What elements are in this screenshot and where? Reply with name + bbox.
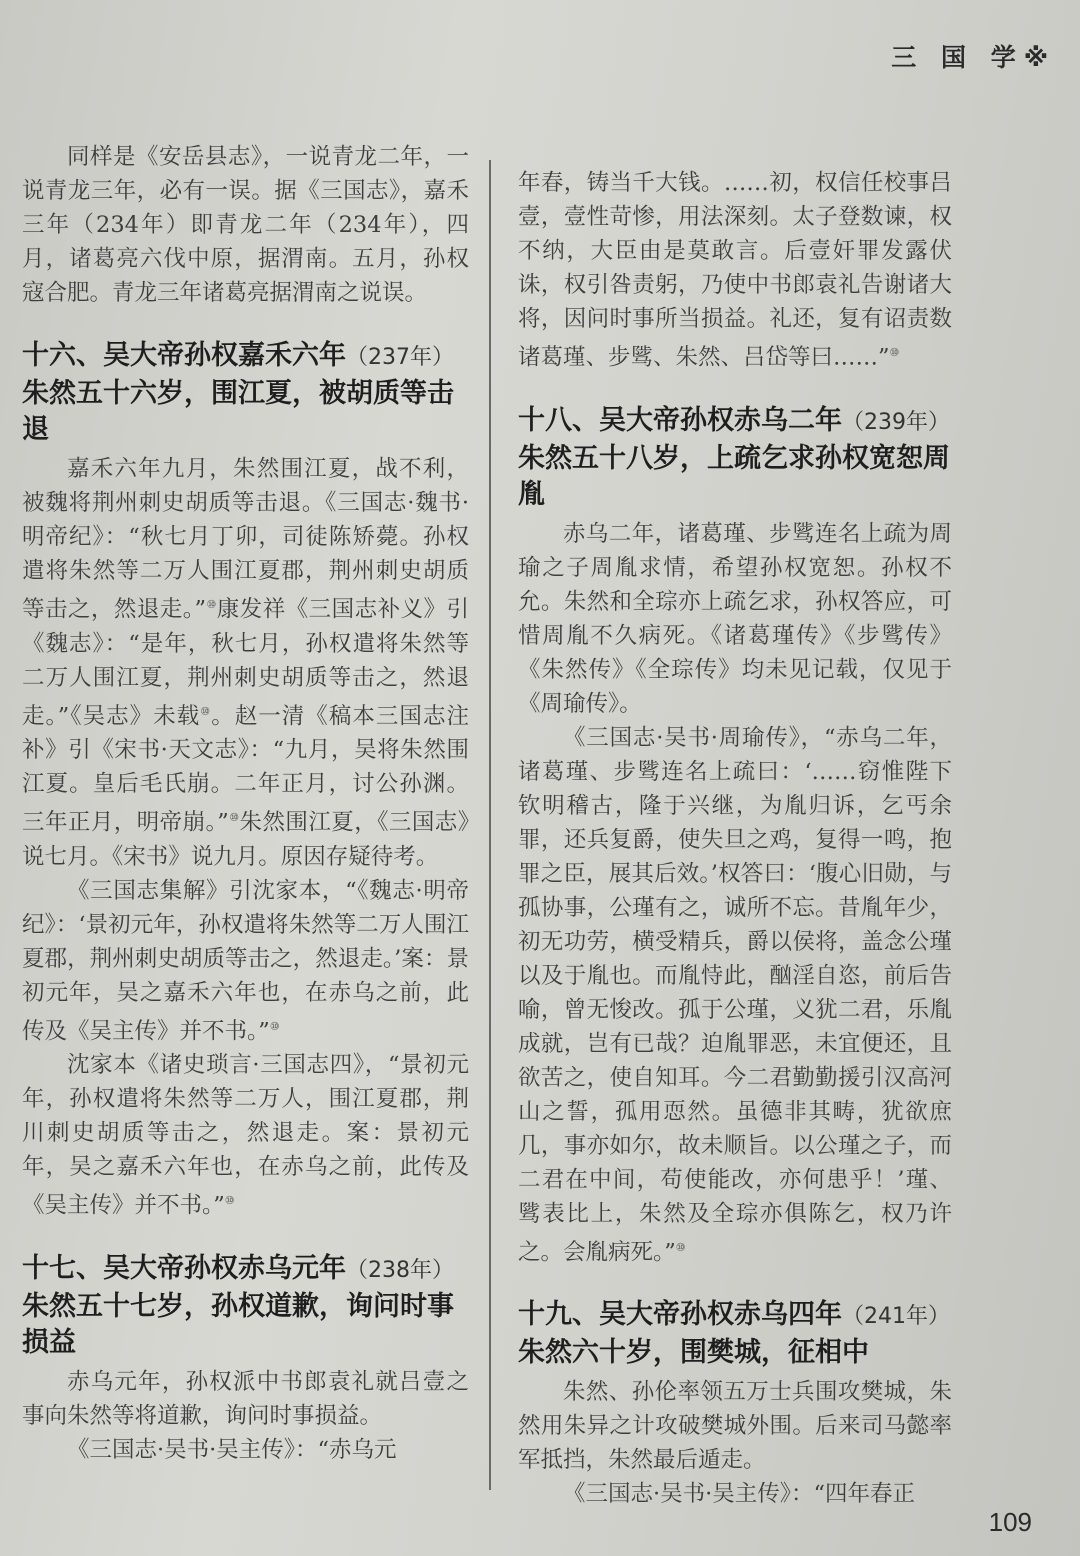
section-heading-17 bbox=[22, 1251, 469, 1361]
section-heading-18 bbox=[518, 403, 952, 513]
heading-title: 十七、吴大帝孙权赤乌元年 bbox=[22, 1252, 346, 1284]
footnote-marker: ⑩ bbox=[228, 811, 240, 824]
right-column bbox=[518, 166, 952, 1511]
footnote-marker: ⑩ bbox=[224, 1194, 235, 1207]
footnote-marker: ⑩ bbox=[889, 346, 900, 359]
heading-title: 十八、吴大帝孙权赤乌二年 bbox=[518, 404, 842, 436]
paragraph bbox=[22, 1048, 469, 1223]
section-heading-16 bbox=[22, 338, 469, 448]
heading-year: （238年） bbox=[346, 1257, 454, 1283]
paragraph-text: 《三国志集解》引沈家本，“《魏志·明帝纪》：‘景初元年，孙权遣将朱然等二万人围江夏郡，荆州刺史胡质等击之，然退走。’案：景初元年，吴之嘉禾六年也，在赤乌之前，此传及《吴主传》并不书。” bbox=[22, 877, 469, 1044]
heading-title: 十六、吴大帝孙权嘉禾六年 bbox=[22, 340, 346, 371]
page-number: 109 bbox=[988, 1507, 1032, 1537]
paragraph-text: 朱然围江夏，《三国志》说七月。《宋书》说九月。原因存疑待考。 bbox=[22, 809, 469, 870]
paragraph bbox=[518, 166, 952, 375]
heading-subtitle: 朱然五十七岁，孙权道歉，询问时事损益 bbox=[22, 1290, 454, 1358]
paragraph: 同样是《安岳县志》，一说青龙二年，一说青龙三年，必有一误。据《三国志》，嘉禾三年（234年）即青龙二年（234年），四月，诸葛亮六伐中原，据渭南。五月，孙权寇合肥。青龙三年诸葛亮据渭南之说误。 bbox=[22, 144, 469, 306]
heading-year: （239年） bbox=[842, 409, 950, 435]
paragraph: 朱然、孙伦率领五万士兵围攻樊城，朱然用朱异之计攻破樊城外围。后来司马懿率军抵挡，朱然最后遁走。 bbox=[518, 1379, 952, 1473]
footnote-marker: ⑩ bbox=[675, 1240, 686, 1254]
section-heading-19 bbox=[518, 1297, 952, 1371]
heading-subtitle: 朱然五十八岁，上疏乞求孙权宽恕周胤 bbox=[518, 442, 950, 510]
left-column bbox=[22, 140, 469, 1467]
paragraph-text: 康发祥《三国志补义》引《魏志》：“是年，秋七月，孙权遣将朱然等二万人围江夏，荆州刺史胡质等击之，然退走。”《吴志》未载 bbox=[22, 596, 469, 729]
footnote-marker: ⑩ bbox=[206, 598, 217, 611]
footnote-marker: ⑩ bbox=[200, 704, 212, 718]
heading-subtitle: 朱然六十岁，围樊城，征相中 bbox=[518, 1337, 869, 1368]
paragraph bbox=[22, 874, 469, 1049]
running-header: 三 国 学※ bbox=[891, 43, 1056, 72]
paragraph: 《三国志·吴书·吴主传》：“赤乌元 bbox=[67, 1436, 397, 1463]
paragraph bbox=[22, 452, 469, 874]
heading-subtitle: 朱然五十六岁，围江夏，被胡质等击退 bbox=[22, 378, 454, 445]
heading-title: 十九、吴大帝孙权赤乌四年 bbox=[518, 1299, 842, 1330]
heading-year: （241年） bbox=[842, 1304, 950, 1329]
column-divider bbox=[489, 160, 491, 1490]
paragraph-text: 。赵一清《稿本三国志注补》引《宋书·天文志》：“九月，吴将朱然围江夏。皇后毛氏崩。二年正月，讨公孙渊。三年正月，明帝崩。” bbox=[22, 703, 469, 836]
paragraph: 赤乌元年，孙权派中书郎袁礼就吕壹之事向朱然等将道歉，询问时事损益。 bbox=[22, 1368, 469, 1429]
paragraph: 《三国志·吴书·吴主传》：“四年春正 bbox=[563, 1481, 916, 1507]
paragraph-text: 《三国志·吴书·周瑜传》，“赤乌二年，诸葛瑾、步骘连名上疏曰：‘……窃惟陛下钦明稽古，隆于兴继，为胤归诉，乞丐余罪，还兵复爵，使失旦之鸡，复得一鸣，抱罪之臣，展其后效。’权答曰：‘腹心旧勋，与孤协事，公瑾有之，诚所不忘。昔胤年少，初无功劳，横受精兵，爵以侯将，盖念公瑾以及于胤也。而胤恃此，酗淫自恣，前后告喻，曾无悛改。孤于公瑾，义犹二君，乐胤成就，岂有已哉？迫胤罪恶，未宜便还，且欲苦之，使自知耳。今二君勤勤援引汉高河山之誓，孤用恧然。虽德非其畴，犹欲庶几，事亦如尔，故未顺旨。以公瑾之子，而二君在中间，苟使能改，亦何患乎！’瑾、骘表比上，朱然及全琮亦俱陈乞，权乃许之。会胤病死。” bbox=[518, 724, 952, 1265]
paragraph: 赤乌二年，诸葛瑾、步骘连名上疏为周瑜之子周胤求情，希望孙权宽恕。孙权不允。朱然和全琮亦上疏乞求，孙权答应，可惜周胤不久病死。《诸葛瑾传》《步骘传》《朱然传》《全琮传》均未见记载，仅见于《周瑜传》。 bbox=[518, 520, 952, 717]
paragraph-text: 嘉禾六年九月，朱然围江夏，战不利，被魏将荆州刺史胡质等击退。《三国志·魏书·明帝纪》：“秋七月丁卯，司徒陈矫薨。孙权遣将朱然等二万人围江夏郡，荆州刺史胡质等击之，然退走。” bbox=[22, 456, 469, 623]
paragraph bbox=[518, 721, 952, 1270]
heading-year: （237年） bbox=[346, 345, 454, 370]
paragraph-text: 沈家本《诸史琐言·三国志四》，“景初元年，孙权遣将朱然等二万人，围江夏郡，荆川刺史胡质等击之，然退走。案：景初元年，吴之嘉禾六年也，在赤乌之前，此传及《吴主传》并不书。” bbox=[22, 1052, 469, 1219]
footnote-marker: ⑩ bbox=[269, 1019, 280, 1033]
paragraph-text: 年春，铸当千大钱。……初，权信任校事吕壹，壹性苛惨，用法深刻。太子登数谏，权不纳，大臣由是莫敢言。后壹奸罪发露伏诛，权引咎责躬，乃使中书郎袁礼告谢诸大将，因问时事所当损益。礼还，复有诏责数诸葛瑾、步骘、朱然、吕岱等曰……” bbox=[518, 170, 952, 371]
